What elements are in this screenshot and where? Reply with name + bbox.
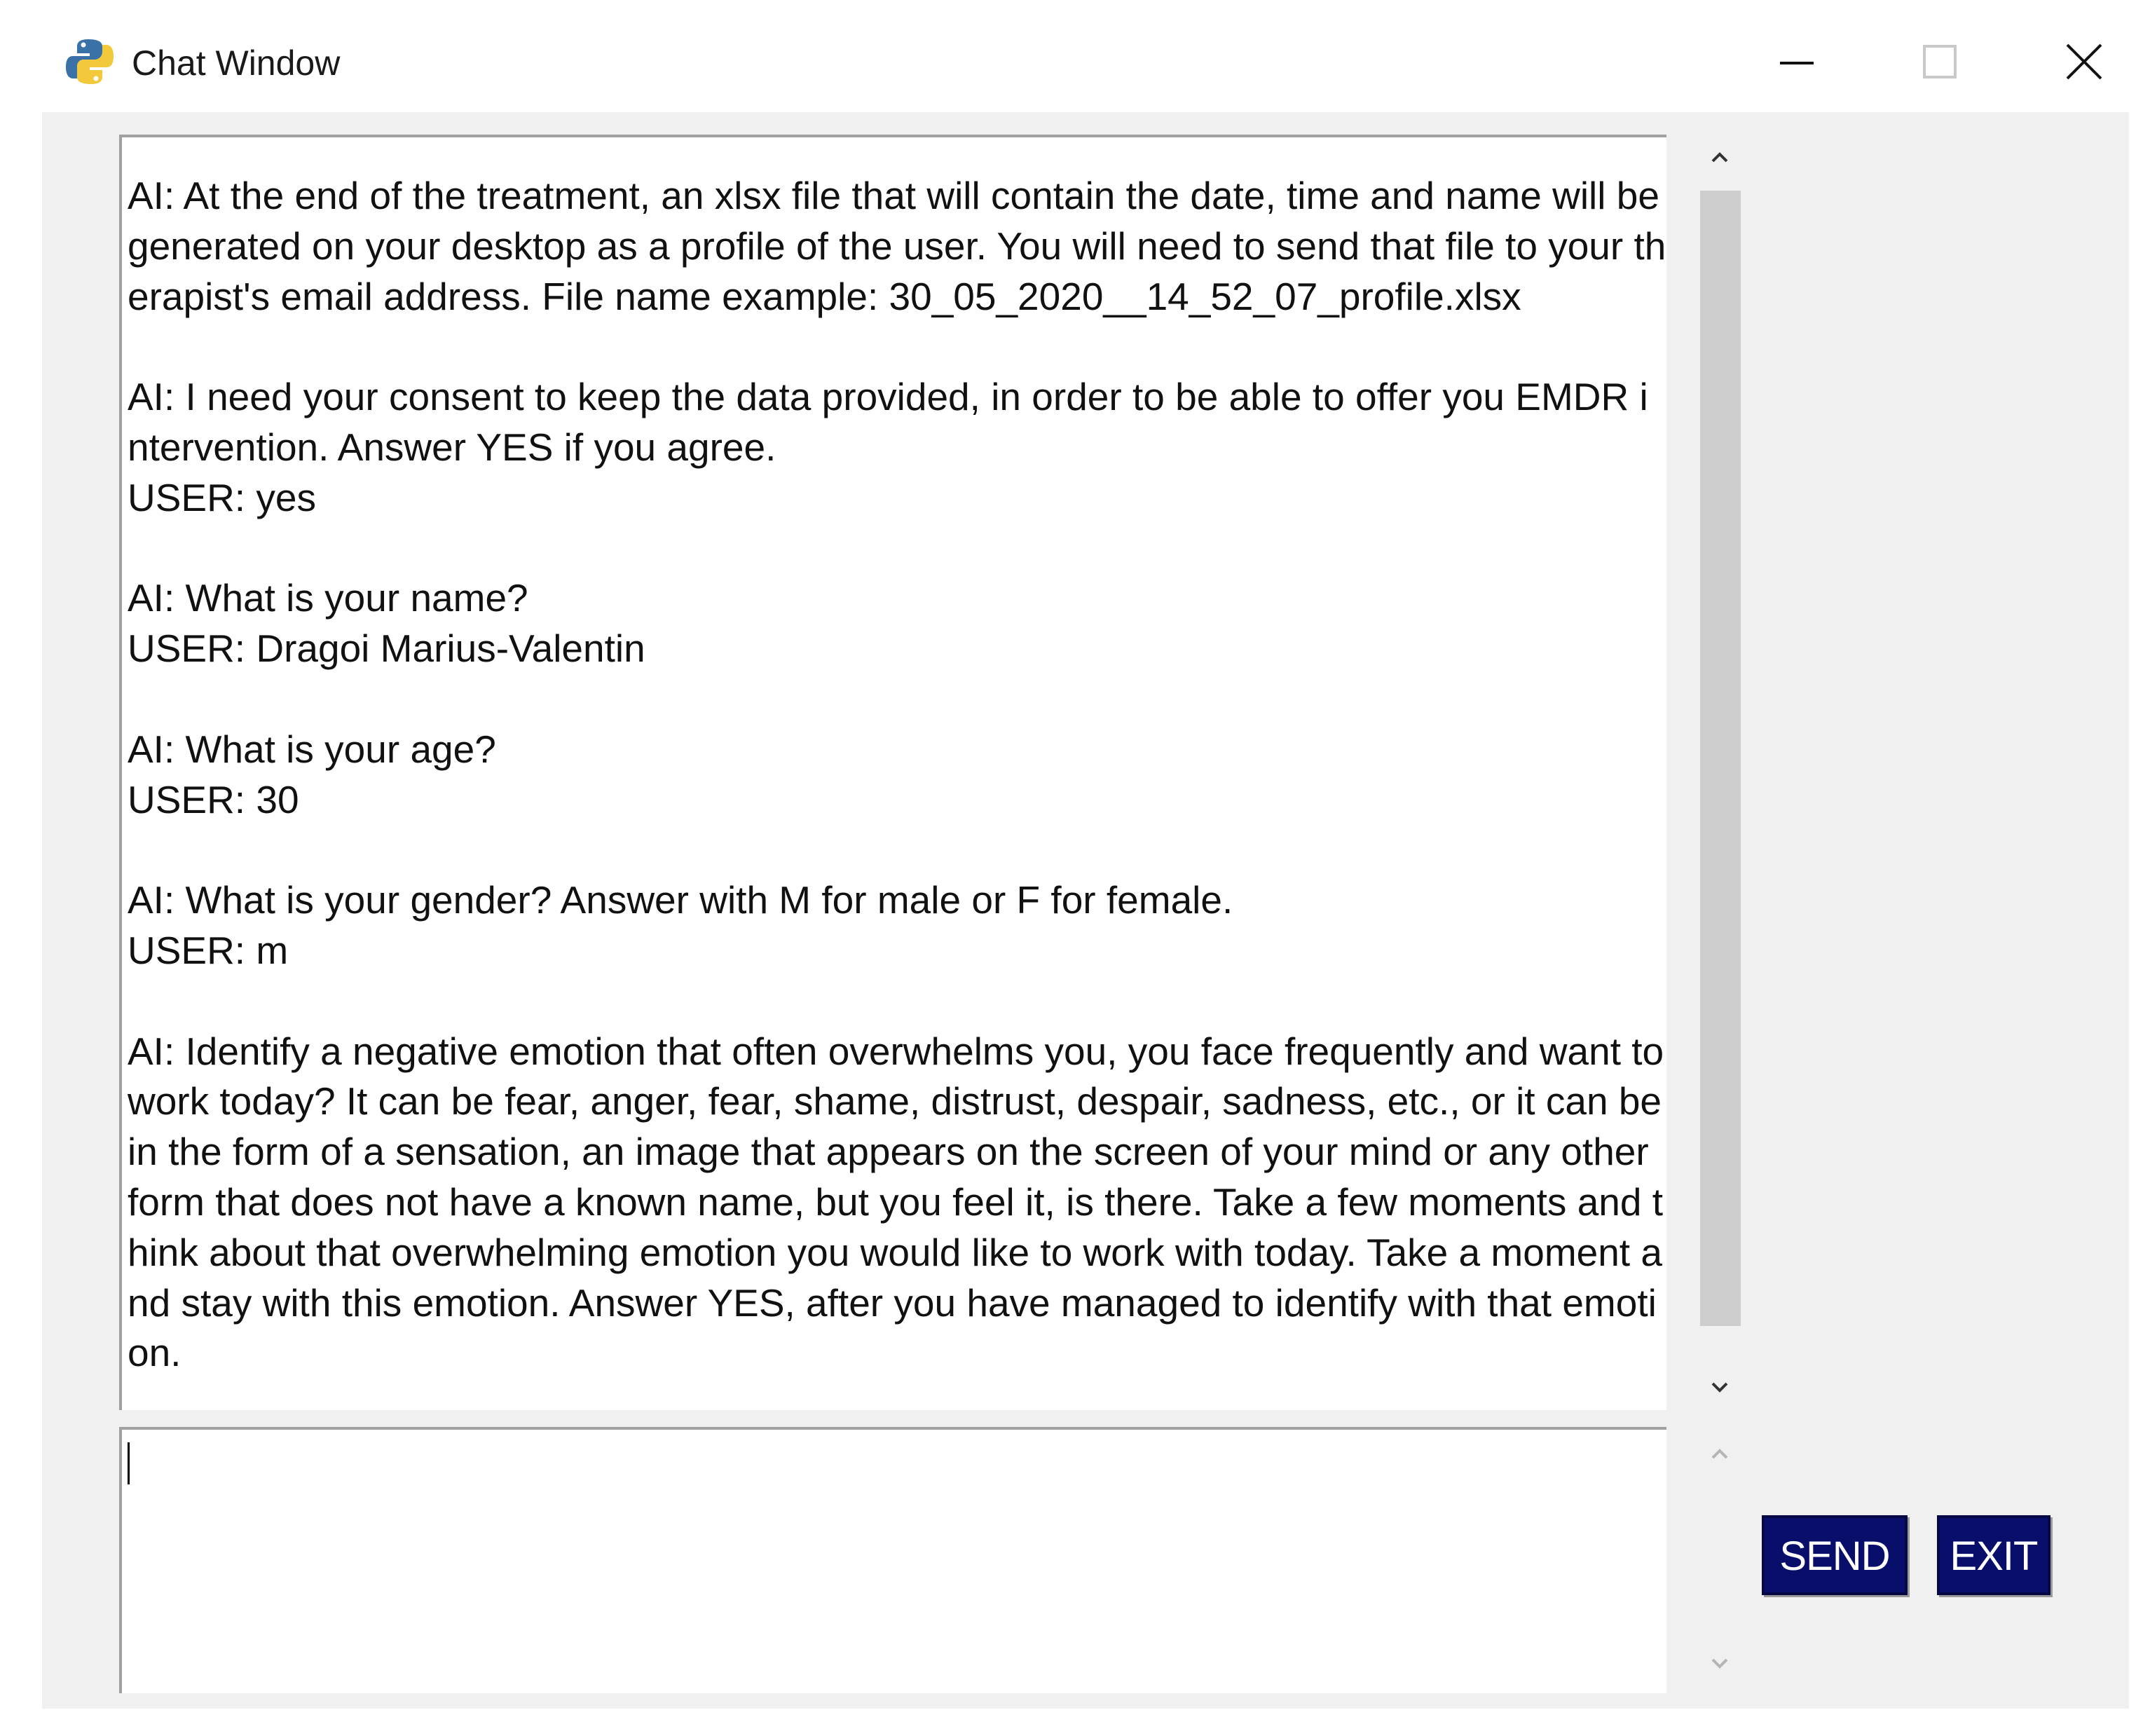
scroll-thumb[interactable] [1700,191,1741,1326]
send-button[interactable]: SEND [1762,1515,1908,1595]
close-icon [2045,28,2122,95]
window-title: Chat Window [132,43,341,83]
maximize-icon [1902,28,1979,95]
minimize-icon [1759,28,1836,95]
input-scrollbar[interactable] [1696,1427,1744,1686]
chevron-down-icon [1696,1641,1744,1683]
chat-transcript: AI: At the end of the treatment, an xlsx file that will contain the date, time and name will be generated on your desktop as a profile of the user. You will need to send that file to your therapist's email address. File name example: 30_05_2020__14_52_07_profile.xlsx AI: I need your consent to keep the data provided, in order to be able to offer you EMDR intervention. Answer YES if you agree. USER: yes AI: What is your name? USER: Dragoi Marius-Valentin AI: What is your age? USER: 30 AI: What is your gender? Answer with M for male or F for female. USER: m AI: Identify a negative emotion that often overwhelms you, you face frequently and want to work today? It can be fear, anger, fear, shame, distrust, despair, sadness, etc., or it can be in the form of a sensation, an image that appears on the screen of your mind or any other form that does not have a known name, but you feel it, is there. Take a few moments and think about that overwhelming emotion you would like to work with today. Take a moment and stay with this emotion. Answer YES, after you have managed to identify with that emotion. [128,174,1666,1375]
chevron-up-icon [1696,135,1744,177]
minimize-button[interactable] [1759,28,1836,95]
input-scroll-down-button[interactable] [1696,1641,1744,1683]
close-button[interactable] [2045,28,2122,95]
text-caret [128,1442,130,1484]
python-icon [64,36,115,87]
input-scroll-up-button[interactable] [1696,1431,1744,1473]
window-client-area [42,112,2129,1709]
message-input[interactable] [119,1427,1666,1693]
exit-button[interactable]: EXIT [1937,1515,2050,1595]
maximize-button[interactable] [1902,28,1979,95]
chat-scrollbar[interactable] [1696,135,1744,1410]
title-bar [0,0,2150,112]
chevron-up-icon [1696,1431,1744,1473]
chevron-down-icon [1696,1365,1744,1407]
scroll-down-button[interactable] [1696,1365,1744,1407]
scroll-up-button[interactable] [1696,135,1744,177]
chat-log[interactable] [119,135,1666,1410]
